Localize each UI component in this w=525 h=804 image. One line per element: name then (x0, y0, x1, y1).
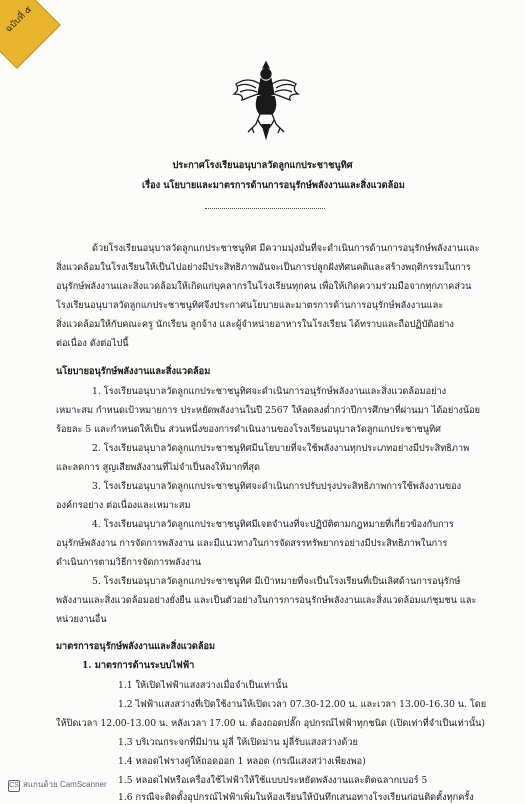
measure-line: 1.6 กรณีจะติดตั้งอุปกรณ์ไฟฟ้าเพิ่มในห้องเรียนให้บันทึกเสนอทางโรงเรียนก่อนติดตั้งทุกครั้ง (118, 792, 474, 803)
intro-line: ด้วยโรงเรียนอนุบาลวัดลูกแกประชาชนูทิศ มีความมุ่งมั่นที่จะดำเนินการด้านการอนุรักษ์พลังงานและ (92, 243, 480, 254)
measure-line: ให้ปิดเวลา 12.00-13.00 น. หลังเวลา 17.00 น. ต้องถอดปลั๊ก อุปกรณ์ไฟฟ้าทุกชนิด (เปิดเท่าที่จำเป็นเท่านั้น) (56, 718, 485, 729)
policy-line: 5. โรงเรียนอนุบาลวัดลูกแกประชาชนูทิศ มีเป้าหมายที่จะเป็นโรงเรียนที่เป็นเลิศด้านการอนุรักษ์ (92, 576, 461, 587)
intro-line: สิ่งแวดล้อมในโรงเรียนให้เป็นไปอย่างมีประสิทธิภาพอันจะเป็นการปลูกฝังทัศนคติและสร้างพฤติกรรมในการ (56, 262, 471, 273)
measures-heading: มาตรการอนุรักษ์พลังงานและสิ่งแวดล้อม (56, 641, 216, 652)
policy-line: 2. โรงเรียนอนุบาลวัดลูกแกประชาชนูทิศมีนโยบายที่จะใช้พลังงานทุกประเภทอย่างมีประสิทธิภาพ (92, 443, 470, 454)
measure-line: 1.1 ให้เปิดไฟฟ้าแสงสว่างเมื่อจำเป็นเท่านั้น (118, 680, 288, 691)
intro-line: โรงเรียนอนุบาลวัดลูกแกประชาชนูทิศจึงประกาศนโยบายและมาตรการด้านการอนุรักษ์พลังงานและ (56, 300, 444, 311)
corner-stamp-text: ฉบับที่ ๕ (3, 3, 34, 35)
divider-dots (205, 208, 325, 209)
policy-line: พลังงานและสิ่งแวดล้อมอย่างยั่งยืน และเป็นตัวอย่างในการการอนุรักษ์พลังงานและสิ่งแวดล้อมแก่ชุมชน และ (56, 595, 477, 606)
intro-line: ต่อเนื่อง ดังต่อไปนี้ (56, 338, 129, 349)
policy-line: องค์กรอย่าง ต่อเนื่องและเหมาะสม (56, 500, 191, 511)
policy-line: เหมาะสม กำหนดเป้าหมายการ ประหยัดพลังงานในปี 2567 ให้ลดลงต่ำกว่าปีการศึกษาที่ผ่านมา ได้อย่างน้อย (56, 405, 481, 416)
scanner-watermark (8, 778, 107, 792)
policy-line: หน่วยงานอื่น (56, 614, 107, 625)
intro-line: อนุรักษ์พลังงานและสิ่งแวดล้อมให้เกิดแก่บุคลากรในโรงเรียนทุกคน เพื่อให้เกิดความร่วมมือจากทุกภาคส่วน (56, 281, 472, 292)
policy-line: อนุรักษ์พลังงาน การจัดการพลังงาน และมีแนวทางในการจัดสรรทรัพยากรอย่างมีประสิทธิภาพในการ (56, 538, 448, 549)
measure-line: 1.3 บริเวณกระจกที่มีม่าน มู่ลี่ ให้เปิดม่าน มู่ลี่รับแสงสว่างด้วย (118, 737, 358, 748)
measure-line: 1.2 ไฟฟ้าแสงสว่างที่เปิดใช้งานให้เปิดเวลา 07.30-12.00 น. และเวลา 13.00-16.30 น. โดย (118, 699, 487, 710)
policy-line: ดำเนินการตามวิธีการจัดการพลังงาน (56, 557, 202, 568)
measure-line: 1.4 หลอดไฟรางคู่ให้ถอดออก 1 หลอด (กรณีแสงสว่างเพียงพอ) (118, 756, 366, 767)
policy-line: และลดการ สูญเสียพลังงานที่ไม่จำเป็นลงให้มากที่สุด (56, 462, 260, 473)
garuda-emblem-icon (230, 58, 302, 142)
measures-subheading: 1. มาตรการด้านระบบไฟฟ้า (82, 660, 195, 671)
intro-line: สิ่งแวดล้อมให้กับคณะครู นักเรียน ลูกจ้าง และผู้จำหน่ายอาหารในโรงเรียน ได้ทราบและถือปฏิบัติอย่าง (56, 319, 454, 330)
announcement-title: ประกาศโรงเรียนอนุบาลวัดลูกแกประชาชนูทิศ (172, 160, 353, 171)
measure-line: 1.5 หลอดไฟหรือเครื่องใช้ไฟฟ้าให้ใช้แบบประหยัดพลังงานและติดฉลากเบอร์ 5 (118, 775, 428, 786)
policy-line: ร้อยละ 5 และกำหนดให้เป็น ส่วนหนึ่งของการดำเนินงานของโรงเรียนอนุบาลวัดลูกแกประชาชนูทิศ (56, 424, 441, 435)
policy-line: 3. โรงเรียนอนุบาลวัดลูกแกประชาชนูทิศจะดำเนินการปรับปรุงประสิทธิภาพการใช้พลังงานของ (92, 481, 462, 492)
watermark-text: สแกนด้วย CamScanner (23, 780, 107, 789)
policy-heading: นโยบายอนุรักษ์พลังงานและสิ่งแวดล้อม (56, 366, 211, 377)
announcement-subject: เรื่อง นโยบายและมาตรการด้านการอนุรักษ์พลังงานและสิ่งแวดล้อม (142, 180, 405, 191)
camscanner-icon: CS (8, 780, 20, 792)
policy-line: 4. โรงเรียนอนุบาลวัดลูกแกประชาชนูทิศมีเจตจำนงที่จะปฏิบัติตามกฎหมายที่เกี่ยวข้องกับการ (92, 519, 454, 530)
policy-line: 1. โรงเรียนอนุบาลวัดลูกแกประชาชนูทิศจะดำเนินการอนุรักษ์พลังงานและสิ่งแวดล้อมอย่าง (92, 386, 447, 397)
